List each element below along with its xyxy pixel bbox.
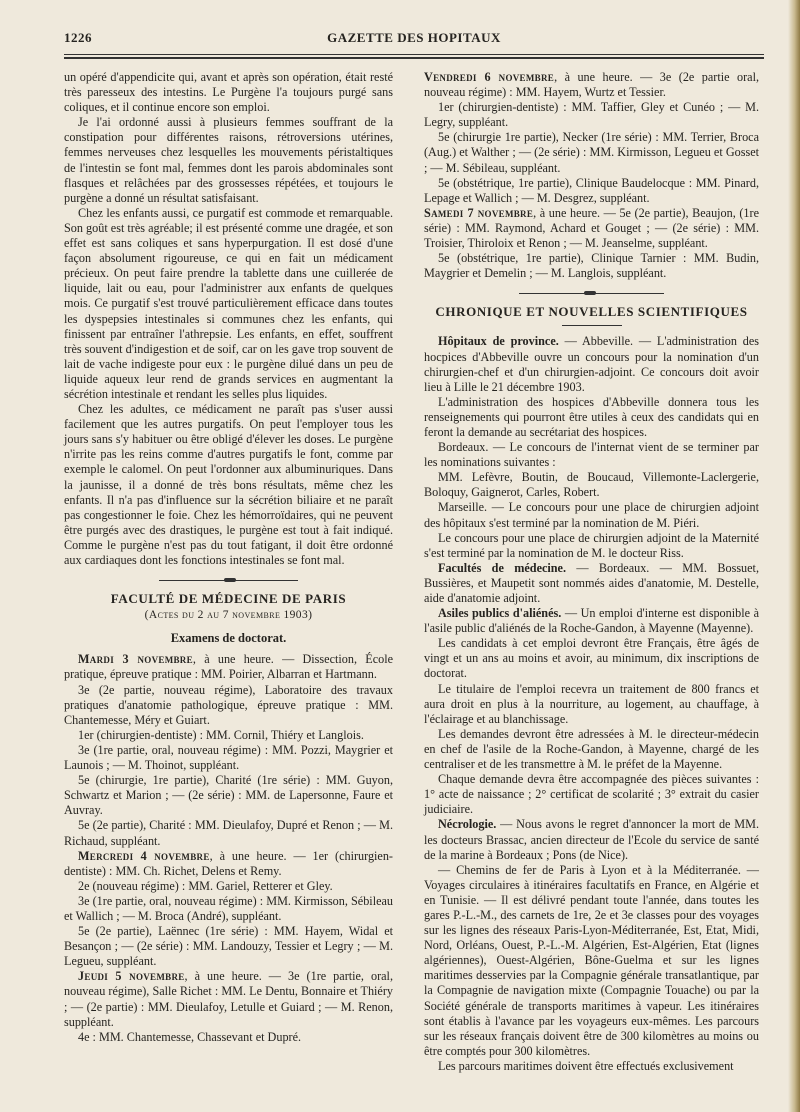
left-column: [64, 70, 393, 1045]
page-binding-edge: [788, 0, 800, 1112]
exam-text: 5e (2e partie), Laënnec (1re série) : MM. Hayem, Widal et Besançon ; — (2e série) : MM. Landouzy, Tessier et Legry ; — M. Legueu, suppléant.: [64, 924, 393, 969]
exam-entry: [64, 743, 393, 773]
chronicle-paragraph: [424, 531, 759, 561]
exam-date: Mardi 3 novembre: [78, 652, 193, 667]
chronicle-text: Les candidats à cet emploi devront être Français, être âgés de vingt et un ans au moins et avoir, au minimum, dix inscriptions de doctorat.: [424, 636, 759, 681]
chronicle-text: — Un emploi d'interne est disponible à l'asile public d'aliénés de la Roche-Gandon, à Mayenne (Mayenne).: [424, 606, 759, 636]
chronicle-paragraph: [424, 727, 759, 772]
exam-entry: [64, 879, 393, 894]
chronicle-text: Bordeaux. — Le concours de l'internat vient de se terminer par les nominations suivantes :: [424, 440, 759, 470]
exam-text: 2e (nouveau régime) : MM. Gariel, Retterer et Gley.: [78, 878, 333, 893]
chronicle-text: Les demandes devront être adressées à M. le directeur-médecin en chef de l'asile de la Roche-Gandon, à Mayenne, chargé de les centraliser et de les transmettre à M. le préfet de la Mayenne.: [424, 726, 759, 772]
exam-entry: [64, 849, 393, 879]
rubric-heading: Nécrologie.: [438, 817, 497, 832]
chronicle-text: Le concours pour une place de chirurgien adjoint de la Maternité s'est terminé par la nomination de M. le docteur Riss.: [424, 530, 759, 560]
chronicle-paragraph: [424, 772, 759, 817]
chronicle-paragraph: [424, 334, 759, 394]
chronicle-paragraph: [424, 470, 759, 500]
exam-text: 3e (2e partie, nouveau régime), Laboratoire des travaux pratiques d'anatomie pathologique, épreuve pratique : MM. Chantemesse, Méry et Guiart.: [64, 682, 393, 727]
exam-entry: [64, 728, 393, 743]
page-number: 1226: [64, 30, 92, 45]
rubric-heading: Facultés de médecine.: [438, 560, 567, 575]
exam-text: 1er (chirurgien-dentiste) : MM. Taffier, Gley et Cunéo ; — M. Legry, suppléant.: [424, 100, 759, 130]
chronicle-paragraph: [424, 1059, 759, 1074]
faculty-section-subtitle: (Actes du 2 au 7 novembre 1903): [144, 609, 313, 622]
exam-entry: [64, 924, 393, 969]
exam-date: Vendredi 6 novembre: [424, 70, 555, 84]
chronicle-text: — Nous avons le regret d'annoncer la mort de MM. les docteurs Brassac, ancien directeur de l'Ecole du service de santé de la marine à Bordeaux ; Pons (de Nice).: [424, 817, 759, 862]
chronicle-section-title: CHRONIQUE ET NOUVELLES SCIENTIFIQUES: [435, 304, 748, 320]
chronicle-text: L'administration des hospices d'Abbeville donnera tous les renseignements qui pourront être utiles à ceux des candidats qui en feront la demande au secrétariat des hospices.: [424, 394, 759, 439]
exam-entry: [64, 773, 393, 818]
chronicle-paragraph: [424, 636, 759, 681]
chronicle-paragraph: [424, 817, 759, 862]
chronicle-paragraph: [424, 440, 759, 470]
exam-list-continued: [424, 70, 759, 281]
right-column: [424, 70, 759, 1074]
exam-text: 1er (chirurgien-dentiste) : MM. Cornil, Thiéry et Langlois.: [78, 727, 364, 742]
exam-entry: [64, 683, 393, 728]
exam-entry: [424, 130, 759, 175]
exam-date: Samedi 7 novembre: [424, 205, 534, 220]
exam-text: , à une heure. — 5e (2e partie), Beaujon, (1re série) : MM. Raymond, Achard et Gouget ; — (2e série) : MM. Troisier, Thiroloix et Renon ; — M. Jeanselme, suppléant.: [424, 205, 759, 251]
exam-text: 5e (obstétrique, 1re partie), Clinique Tarnier : MM. Budin, Maygrier et Demelin ; — M. Langlois, suppléant.: [424, 251, 759, 281]
exam-text: 5e (chirurgie, 1re partie), Charité (1re série) : MM. Guyon, Schwartz et Marion ; — (2e série) : MM. de Lapersonne, Faure et Auvray.: [64, 773, 393, 818]
chronicle-paragraph: [424, 561, 759, 606]
page-header: [64, 30, 764, 52]
exam-date: Jeudi 5 novembre: [78, 969, 185, 984]
chronicle-paragraph: [424, 395, 759, 440]
chronicle-text: MM. Lefèvre, Boutin, de Boucaud, Villemonte-Laclergerie, Boloquy, Gaignerot, Carles, Robert.: [424, 470, 759, 500]
section-divider: [64, 577, 393, 583]
exam-text: 5e (obstétrique, 1re partie), Clinique Baudelocque : MM. Pinard, Lepage et Wallich ; — M. Desgrez, suppléant.: [424, 175, 759, 205]
exam-text: 5e (2e partie), Charité : MM. Dieulafoy, Dupré et Renon ; — M. Richaud, suppléant.: [64, 818, 393, 848]
exam-entry: [424, 176, 759, 206]
exam-entry: [64, 894, 393, 924]
chronicle-text: Le titulaire de l'emploi recevra un traitement de 800 francs et aura droit en plus à la nourriture, au logement, au chauffage, à l'éclairage et au blanchissage.: [424, 681, 759, 726]
exam-text: , à une heure. — Dissection, École pratique, épreuve pratique : MM. Poirier, Albarran et Hartmann.: [64, 652, 393, 682]
exams-heading: Examens de doctorat.: [170, 631, 287, 646]
chronicle-text: Chaque demande devra être accompagnée des pièces suivantes : 1° acte de naissance ; 2° certificat de scolarité ; 3° extrait du casier judiciaire.: [424, 772, 759, 817]
article-paragraph: un opéré d'appendicite qui, avant et après son opération, était resté très paresseux des intestins. Le Purgène l'a toujours purgé sans coliques, et il continue encore son emploi.: [64, 70, 393, 115]
article-paragraph: Chez les adultes, ce médicament ne paraît pas s'user aussi facilement que les autres purgatifs. On peut l'employer tous les jours sans s'y habituer ou être obligé d'élever les doses. Le purgène n'irrite pas les reins comme d'autres purgatifs le font, comme par exemple le calomel. On peut l'ordonner aux albuminuriques. Dans la jaunisse, il a donné de très bons résultats, même chez les enfants. Il n'a pas d'influence sur la sécrétion biliaire et ne paraît pas congestionner le foie. Chez les hémorroïdaires, qui ne peuvent être purgés avec des drastiques, le purgène est tout à fait indiqué. Comme le purgène n'est pas du tout fatigant, il doit être ordonné aux cardiaques dont les fonctions intestinales se font mal.: [64, 402, 393, 567]
chronicle-paragraph: [424, 500, 759, 530]
article-paragraph: Chez les enfants aussi, ce purgatif est commode et remarquable. Son goût est très agréable; il est présenté comme une dragée, et son effet est sans coliques et sans hyperpurgation. Il est dosé d'une façon absolument rigoureuse, ce qui en fait un médicament précieux. On peut faire prendre la tablette dans une cuillerée de liquide, lait ou eau, pour l'administrer aux enfants de quelques mois. Ce purgatif s'est trouvé particulièrement efficace dans toutes les dyspepsies intestinales si communes chez les enfants, qui finissent par entraîner l'athrepsie. Les enfants, en effet, souffrent très souvent d'indigestion et de soif, car on les gave trop souvent de lait de vache indigeste pour eux : le purgène dilué dans un peu de liquide aqueux leur rend de grands services en augmentant la sécrétion intestinale et rendant les selles plus liquides.: [64, 205, 393, 401]
rubric-heading: Hôpitaux de province.: [438, 334, 559, 349]
exam-entry: [64, 1030, 393, 1045]
exam-entry: [424, 100, 759, 130]
chronicle-paragraph: [424, 863, 759, 1059]
chronicle-text: — Abbeville. — L'administration des hocpices d'Abbeville ouvre un concours pour la nomination d'un chirurgien-chef et d'un chirurgien-adjoint. Ce concours doit avoir lieu à Lille le 21 décembre 1903.: [424, 334, 759, 394]
rubric-heading: Asiles publics d'aliénés.: [438, 606, 562, 621]
exam-entry: [64, 969, 393, 1029]
chronicle-text: Les parcours maritimes doivent être effectués exclusivement: [438, 1058, 734, 1073]
exam-text: 3e (1re partie, oral, nouveau régime) : MM. Kirmisson, Sébileau et Wallich ; — M. Broca (André), suppléant.: [64, 893, 393, 923]
chronicle-text: Marseille. — Le concours pour une place de chirurgien adjoint des hôpitaux s'est terminé par la nomination de M. Piéri.: [424, 500, 759, 530]
exam-entry: [64, 652, 393, 682]
article-paragraph: Je l'ai ordonné aussi à plusieurs femmes souffrant de la constipation pour différentes raisons, rétroversions utérines, femmes nerveuses chez lesquelles les mouvements péristaltiques de l'intestin se font mal, femmes dont les parois abdominales sont flasques et relâchées par des grossesses répétées, et toujours le purgène a donné un résultat satisfaisant.: [64, 115, 393, 205]
exam-text: , à une heure. — 3e (1re partie, oral, nouveau régime), Salle Richet : MM. Le Dentu, Bonnaire et Thiéry ; — (2e partie) : MM. Dieulafoy, Letulle et Guiard ; — M. Renon, suppléant.: [64, 969, 393, 1029]
chronicle-body: [424, 334, 759, 1074]
exam-entry: [424, 206, 759, 251]
chronicle-text: — Bordeaux. — MM. Bossuet, Bussières, et Maupetit sont nommés aides d'anatomie, M. Destelle, aide d'anatomie adjoint.: [424, 560, 759, 605]
exam-entry: [64, 818, 393, 848]
short-rule: [562, 325, 622, 326]
section-divider: [424, 290, 759, 296]
exam-text: 4e : MM. Chantemesse, Chassevant et Dupré.: [78, 1029, 302, 1044]
faculty-section-title: FACULTÉ DE MÉDECINE DE PARIS: [110, 591, 347, 607]
chronicle-text: — Chemins de fer de Paris à Lyon et à la Méditerranée. — Voyages circulaires à itinéraires facultatifs en France, en Algérie et en Tunisie. — Il est délivré pendant toute l'année, dans toutes les gares P.-L.-M., des carnets de 1re, 2e et 3e classes pour des voyages sur les lignes des réseaux Paris-Lyon-Méditerranée, Est, Etat, Midi, Nord, Orléans, Ouest, P.-L.-M. Algérien, Est-Algérien, Etat (lignes algériennes), Ouest-Algérien, Bône-Guelma et sur les lignes maritimes desservies par la Compagnie générale transatlantique, par la Compagnie de navigation mixte (Compagnie Touache) ou par la Société générale de transports maritimes à vapeur. Les itinéraires sont établis à l'avance par les voyageurs eux-mêmes. Les parcours sur les réseaux français doivent être de 300 kilomètres au moins ou être comptés pour 300 kilomètres.: [424, 862, 759, 1058]
exam-text: 3e (1re partie, oral, nouveau régime) : MM. Pozzi, Maygrier et Launois ; — M. Thoinot, suppléant.: [64, 742, 393, 773]
chronicle-paragraph: [424, 606, 759, 636]
exam-text: , à une heure. — 1er (chirurgien-dentiste) : MM. Ch. Richet, Delens et Remy.: [64, 848, 393, 878]
exam-entry: [424, 70, 759, 100]
journal-title: GAZETTE DES HOPITAUX: [327, 30, 501, 45]
chronicle-paragraph: [424, 682, 759, 727]
exam-entry: [424, 251, 759, 281]
header-rule: [64, 54, 764, 59]
exam-text: 5e (chirurgie 1re partie), Necker (1re série) : MM. Terrier, Broca (Aug.) et Walther ; — (2e série) : MM. Kirmisson, Legueu et Gosset ; — M. Sébileau, suppléant.: [424, 130, 759, 175]
exam-text: , à une heure. — 3e (2e partie oral, nouveau régime) : MM. Hayem, Wurtz et Tessier.: [424, 70, 760, 100]
exam-date: Mercredi 4 novembre: [78, 848, 210, 863]
exam-list: [64, 652, 393, 1044]
